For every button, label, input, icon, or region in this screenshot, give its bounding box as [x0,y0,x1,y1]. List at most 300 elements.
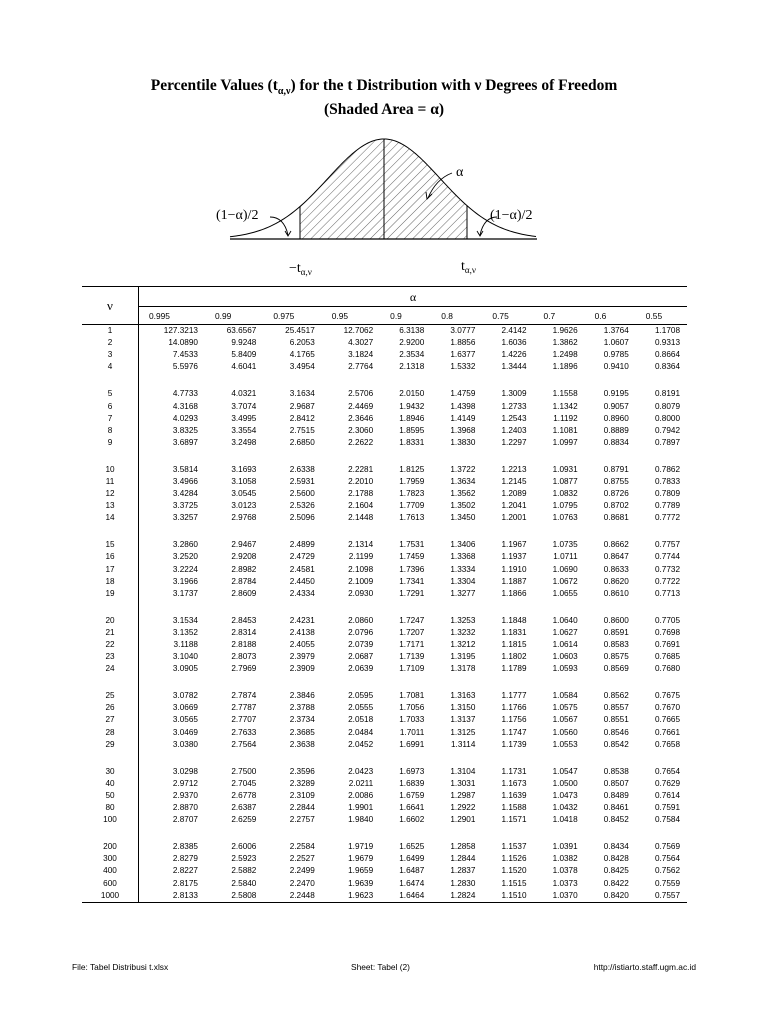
value-cell: 1.7011 [399,727,425,737]
group-spacer [82,373,687,388]
percentile-header-row [82,307,687,325]
value-cell: 0.9785 [603,350,629,360]
value-cell: 1.2145 [501,476,527,486]
value-cell: 3.5814 [172,464,198,474]
value-cell: 0.7584 [654,815,680,825]
page-title [0,77,768,97]
value-cell: 0.8610 [603,588,629,598]
value-cell: 1.1081 [552,425,578,435]
value-cell: 1.9719 [348,842,374,852]
value-cell: 1.7459 [399,552,425,562]
value-cell: 2.3909 [289,664,315,674]
value-cell: 0.8575 [603,652,629,662]
value-cell: 1.9901 [348,803,374,813]
value-cell: 0.8562 [603,691,629,701]
value-cell: 2.4581 [289,564,315,574]
value-cell: 4.1765 [289,350,315,360]
value-cell: 1.0382 [552,854,578,864]
value-cell: 1.3862 [552,338,578,348]
value-cell: 1.4398 [450,401,476,411]
value-cell: 0.8557 [603,703,629,713]
value-cell: 7.4533 [172,350,198,360]
table-row [82,576,687,588]
dof-cell: 17 [82,564,139,576]
value-cell: 2.3534 [399,350,425,360]
value-cell: 1.4149 [450,413,476,423]
value-cell: 1.3368 [450,552,476,562]
value-cell: 2.4138 [289,627,315,637]
value-cell: 3.0782 [172,691,198,701]
value-cell: 3.1058 [231,476,257,486]
value-cell: 14.0890 [168,338,198,348]
value-cell: 0.8546 [603,727,629,737]
table-row [82,639,687,651]
value-cell: 1.0418 [552,815,578,825]
value-cell: 2.4334 [289,588,315,598]
value-cell: 1.7396 [399,564,425,574]
value-cell: 0.7833 [654,476,680,486]
table-row [82,588,687,600]
value-cell: 2.4450 [289,576,315,586]
value-cell: 0.8551 [603,715,629,725]
value-cell: 0.8420 [585,890,636,903]
value-cell: 2.0484 [348,727,374,737]
table-row [82,802,687,814]
t-table [82,286,687,903]
value-cell: 2.2844 [289,803,315,813]
value-cell: 3.3725 [172,501,198,511]
value-cell: 2.8412 [289,413,315,423]
value-cell: 2.8073 [231,652,257,662]
value-cell: 0.7665 [654,715,680,725]
value-cell: 1.0997 [552,437,578,447]
value-cell: 2.8870 [172,803,198,813]
value-cell: 1.0603 [552,652,578,662]
value-cell: 6.2053 [289,338,315,348]
value-cell: 0.8664 [654,350,680,360]
dof-cell: 19 [82,588,139,600]
value-cell: 1.7613 [399,513,425,523]
value-cell: 5.8409 [231,350,257,360]
table-row [82,564,687,576]
value-cell: 2.0211 [348,778,374,788]
value-cell: 2.8175 [172,878,198,888]
value-cell: 1.3178 [450,664,476,674]
value-cell: 1.3444 [501,362,527,372]
table-row [82,739,687,751]
value-cell: 2.5931 [289,476,315,486]
value-cell: 2.7764 [348,362,374,372]
value-cell: 1.7291 [399,588,425,598]
value-cell: 2.4231 [289,615,315,625]
value-cell: 0.7559 [654,878,680,888]
value-cell: 1.2543 [501,413,527,423]
value-cell: 0.9410 [603,362,629,372]
value-cell: 2.0687 [348,652,374,662]
value-cell: 2.6338 [289,464,315,474]
value-cell: 2.6778 [231,790,257,800]
value-cell: 1.1756 [501,715,527,725]
value-cell: 1.3722 [450,464,476,474]
value-cell: 3.0777 [450,326,476,336]
value-cell: 2.9712 [172,778,198,788]
value-cell: 1.1910 [501,564,527,574]
value-cell: 3.2224 [172,564,198,574]
value-cell: 3.1352 [172,627,198,637]
value-cell: 1.0391 [552,842,578,852]
value-cell: 0.7654 [654,766,680,776]
value-cell: 0.7789 [654,501,680,511]
value-cell: 2.8227 [172,866,198,876]
value-cell: 12.7062 [343,326,374,336]
value-cell: 1.1739 [501,739,527,749]
value-cell: 2.7045 [231,778,257,788]
value-cell: 0.7744 [654,552,680,562]
value-cell: 2.8133 [139,890,205,903]
value-cell: 1.2403 [501,425,527,435]
value-cell: 2.3596 [289,766,315,776]
dof-cell: 15 [82,539,139,551]
value-cell: 1.3334 [450,564,476,574]
table-row [82,539,687,551]
table-row [82,651,687,663]
value-cell: 1.1520 [501,866,527,876]
value-cell: 2.5096 [289,513,315,523]
value-cell: 1.0584 [552,691,578,701]
value-cell: 2.8385 [172,842,198,852]
value-cell: 2.5923 [231,854,257,864]
table-row [82,388,687,400]
value-cell: 1.6602 [399,815,425,825]
value-cell: 3.0905 [172,664,198,674]
value-cell: 2.5326 [289,501,315,511]
value-cell: 1.7247 [399,615,425,625]
value-cell: 63.6567 [226,326,257,336]
table-row [82,814,687,826]
value-cell: 2.0452 [348,739,374,749]
value-cell: 1.1789 [501,664,527,674]
value-cell: 0.8542 [603,739,629,749]
value-cell: 2.8279 [172,854,198,864]
value-cell: 2.3846 [289,691,315,701]
dof-cell: 29 [82,739,139,751]
value-cell: 1.3232 [450,627,476,637]
value-cell: 2.6259 [231,815,257,825]
value-cell: 1.9432 [399,401,425,411]
dof-cell: 30 [82,766,139,778]
value-cell: 1.6487 [399,866,425,876]
value-cell: 2.2499 [289,866,315,876]
value-cell: 2.5882 [231,866,257,876]
table-row [82,325,687,338]
value-cell: 2.2281 [348,464,374,474]
value-cell: 4.3168 [172,401,198,411]
value-cell: 0.8569 [603,664,629,674]
value-cell: 1.0593 [552,664,578,674]
value-cell: 2.3646 [348,413,374,423]
value-cell: 3.2860 [172,540,198,550]
value-cell: 3.3257 [172,513,198,523]
dof-cell: 8 [82,425,139,437]
dof-cell: 300 [82,853,139,865]
value-cell: 2.0150 [399,389,425,399]
value-cell: 0.8452 [603,815,629,825]
value-cell: 1.6839 [399,778,425,788]
value-cell: 2.0639 [348,664,374,674]
value-cell: 1.2213 [501,464,527,474]
table-row [82,551,687,563]
value-cell: 2.6006 [231,842,257,852]
value-cell: 1.2297 [501,437,527,447]
value-cell: 2.4729 [289,552,315,562]
value-cell: 1.2089 [501,489,527,499]
value-cell: 1.3406 [450,540,476,550]
value-cell: 0.7809 [654,489,680,499]
value-cell: 2.0930 [348,588,374,598]
value-cell: 3.2498 [231,437,257,447]
value-cell: 1.7056 [399,703,425,713]
value-cell: 1.1708 [654,326,680,336]
value-cell: 1.7709 [399,501,425,511]
value-cell: 0.7661 [654,727,680,737]
value-cell: 1.0795 [552,501,578,511]
dof-cell: 22 [82,639,139,651]
value-cell: 0.8538 [603,766,629,776]
value-cell: 2.0796 [348,627,374,637]
value-cell: 2.4142 [501,326,527,336]
value-cell: 0.9195 [603,389,629,399]
value-cell: 1.3968 [450,425,476,435]
value-cell: 2.8188 [231,640,257,650]
percentile-header: 0.55 [636,307,687,325]
dof-cell: 100 [82,814,139,826]
dof-cell: 13 [82,500,139,512]
value-cell: 3.4284 [172,489,198,499]
value-cell: 1.3114 [450,739,476,749]
dof-cell: 3 [82,349,139,361]
value-cell: 2.1009 [348,576,374,586]
value-cell: 1.0560 [552,727,578,737]
value-cell: 0.8834 [603,437,629,447]
value-cell: 0.7557 [636,890,687,903]
value-cell: 2.7500 [231,766,257,776]
value-cell: 1.7823 [399,489,425,499]
value-cell: 1.2837 [450,866,476,876]
value-cell: 1.0672 [552,576,578,586]
dof-cell: 80 [82,802,139,814]
value-cell: 2.4055 [289,640,315,650]
value-cell: 1.6991 [399,739,425,749]
title-subscript: α,ν [277,86,291,98]
value-cell: 3.1040 [172,652,198,662]
value-cell: 1.0640 [552,615,578,625]
value-cell: 2.3734 [289,715,315,725]
value-cell: 1.3253 [450,615,476,625]
value-cell: 2.2010 [348,476,374,486]
value-cell: 1.7341 [399,576,425,586]
value-cell: 1.3125 [450,727,476,737]
value-cell: 1.7207 [399,627,425,637]
value-cell: 3.0123 [231,501,257,511]
table-row [82,425,687,437]
group-spacer [82,449,687,464]
value-cell: 1.1571 [501,815,527,825]
value-cell: 1.0763 [552,513,578,523]
value-cell: 1.1887 [501,576,527,586]
value-cell: 4.0321 [231,389,257,399]
alpha-header: α [139,287,688,307]
dof-cell: 18 [82,576,139,588]
value-cell: 9.9248 [231,338,257,348]
value-cell: 1.9840 [348,815,374,825]
value-cell: 2.7787 [231,703,257,713]
value-cell: 1.7139 [399,652,425,662]
dof-cell: 12 [82,488,139,500]
value-cell: 1.0567 [552,715,578,725]
table-row [82,727,687,739]
value-cell: 1.8331 [399,437,425,447]
value-cell: 2.2622 [348,437,374,447]
value-cell: 0.8507 [603,778,629,788]
dof-cell: 24 [82,663,139,675]
value-cell: 1.7081 [399,691,425,701]
value-cell: 3.1534 [172,615,198,625]
value-cell: 1.7109 [399,664,425,674]
value-cell: 1.7531 [399,540,425,550]
value-cell: 1.0575 [552,703,578,713]
percentile-header: 0.995 [139,307,205,325]
value-cell: 1.0931 [552,464,578,474]
value-cell: 3.6897 [172,437,198,447]
value-cell: 2.2584 [289,842,315,852]
value-cell: 0.7772 [654,513,680,523]
value-cell: 2.0595 [348,691,374,701]
value-cell: 1.3212 [450,640,476,650]
value-cell: 2.7874 [231,691,257,701]
value-cell: 1.0627 [552,627,578,637]
value-cell: 3.3554 [231,425,257,435]
value-cell: 1.0735 [552,540,578,550]
value-cell: 1.9639 [348,878,374,888]
value-cell: 3.0380 [172,739,198,749]
value-cell: 2.8453 [231,615,257,625]
dof-cell: 400 [82,865,139,877]
table-body [82,325,687,903]
footer-url: http://istiarto.staff.ugm.ac.id [593,962,696,972]
value-cell: 1.6499 [399,854,425,864]
table-row [82,766,687,778]
value-cell: 2.7969 [231,664,257,674]
value-cell: 1.0553 [552,739,578,749]
value-cell: 1.3150 [450,703,476,713]
value-cell: 0.7862 [654,464,680,474]
value-cell: 1.6036 [501,338,527,348]
value-cell: 1.0473 [552,790,578,800]
dof-cell: 4 [82,361,139,373]
value-cell: 1.6464 [380,890,431,903]
value-cell: 3.0669 [172,703,198,713]
value-cell: 2.2527 [289,854,315,864]
value-cell: 1.1537 [501,842,527,852]
value-cell: 2.0860 [348,615,374,625]
value-cell: 0.7569 [654,842,680,852]
value-cell: 2.2757 [289,815,315,825]
value-cell: 0.8422 [603,878,629,888]
value-cell: 0.7691 [654,640,680,650]
table-row [82,337,687,349]
value-cell: 3.4954 [289,362,315,372]
table-row [82,500,687,512]
value-cell: 3.0545 [231,489,257,499]
table-row [82,853,687,865]
table-row [82,663,687,675]
dof-cell: 23 [82,651,139,663]
value-cell: 1.0370 [534,890,585,903]
value-cell: 1.6525 [399,842,425,852]
table-row [82,778,687,790]
value-cell: 0.7562 [654,866,680,876]
value-cell: 2.9200 [399,338,425,348]
value-cell: 0.8647 [603,552,629,562]
value-cell: 1.1515 [501,878,527,888]
value-cell: 0.7732 [654,564,680,574]
value-cell: 0.7722 [654,576,680,586]
dof-cell: 50 [82,790,139,802]
value-cell: 1.2830 [450,878,476,888]
value-cell: 0.8633 [603,564,629,574]
value-cell: 0.9313 [654,338,680,348]
percentile-header: 0.9 [380,307,431,325]
value-cell: 1.3304 [450,576,476,586]
value-cell: 2.1199 [348,552,374,562]
value-cell: 0.7897 [654,437,680,447]
table-row [82,400,687,412]
value-cell: 2.3788 [289,703,315,713]
value-cell: 1.1342 [552,401,578,411]
value-cell: 0.8191 [654,389,680,399]
table-row [82,488,687,500]
value-cell: 2.8707 [172,815,198,825]
value-cell: 2.7515 [289,425,315,435]
footer-file: File: Tabel Distribusi t.xlsx [72,962,169,972]
value-cell: 0.8791 [603,464,629,474]
value-cell: 0.7942 [654,425,680,435]
left-tail-label: (1−α)/2 [216,208,259,223]
percentile-header: 0.75 [482,307,533,325]
value-cell: 3.0565 [172,715,198,725]
value-cell: 2.0739 [348,640,374,650]
value-cell: 1.4226 [501,350,527,360]
value-cell: 1.3031 [450,778,476,788]
value-cell: 2.5840 [231,878,257,888]
value-cell: 3.8325 [172,425,198,435]
value-cell: 1.1747 [501,727,527,737]
value-cell: 1.2733 [501,401,527,411]
value-cell: 2.1448 [348,513,374,523]
table-row [82,361,687,373]
dof-cell: 1000 [82,890,139,903]
value-cell: 0.8434 [603,842,629,852]
table-row [82,349,687,361]
value-cell: 2.3638 [289,739,315,749]
table-row [82,437,687,449]
value-cell: 1.1588 [501,803,527,813]
value-cell: 0.7675 [654,691,680,701]
value-cell: 1.1815 [501,640,527,650]
value-cell: 1.1967 [501,540,527,550]
value-cell: 3.1693 [231,464,257,474]
value-cell: 2.9370 [172,790,198,800]
